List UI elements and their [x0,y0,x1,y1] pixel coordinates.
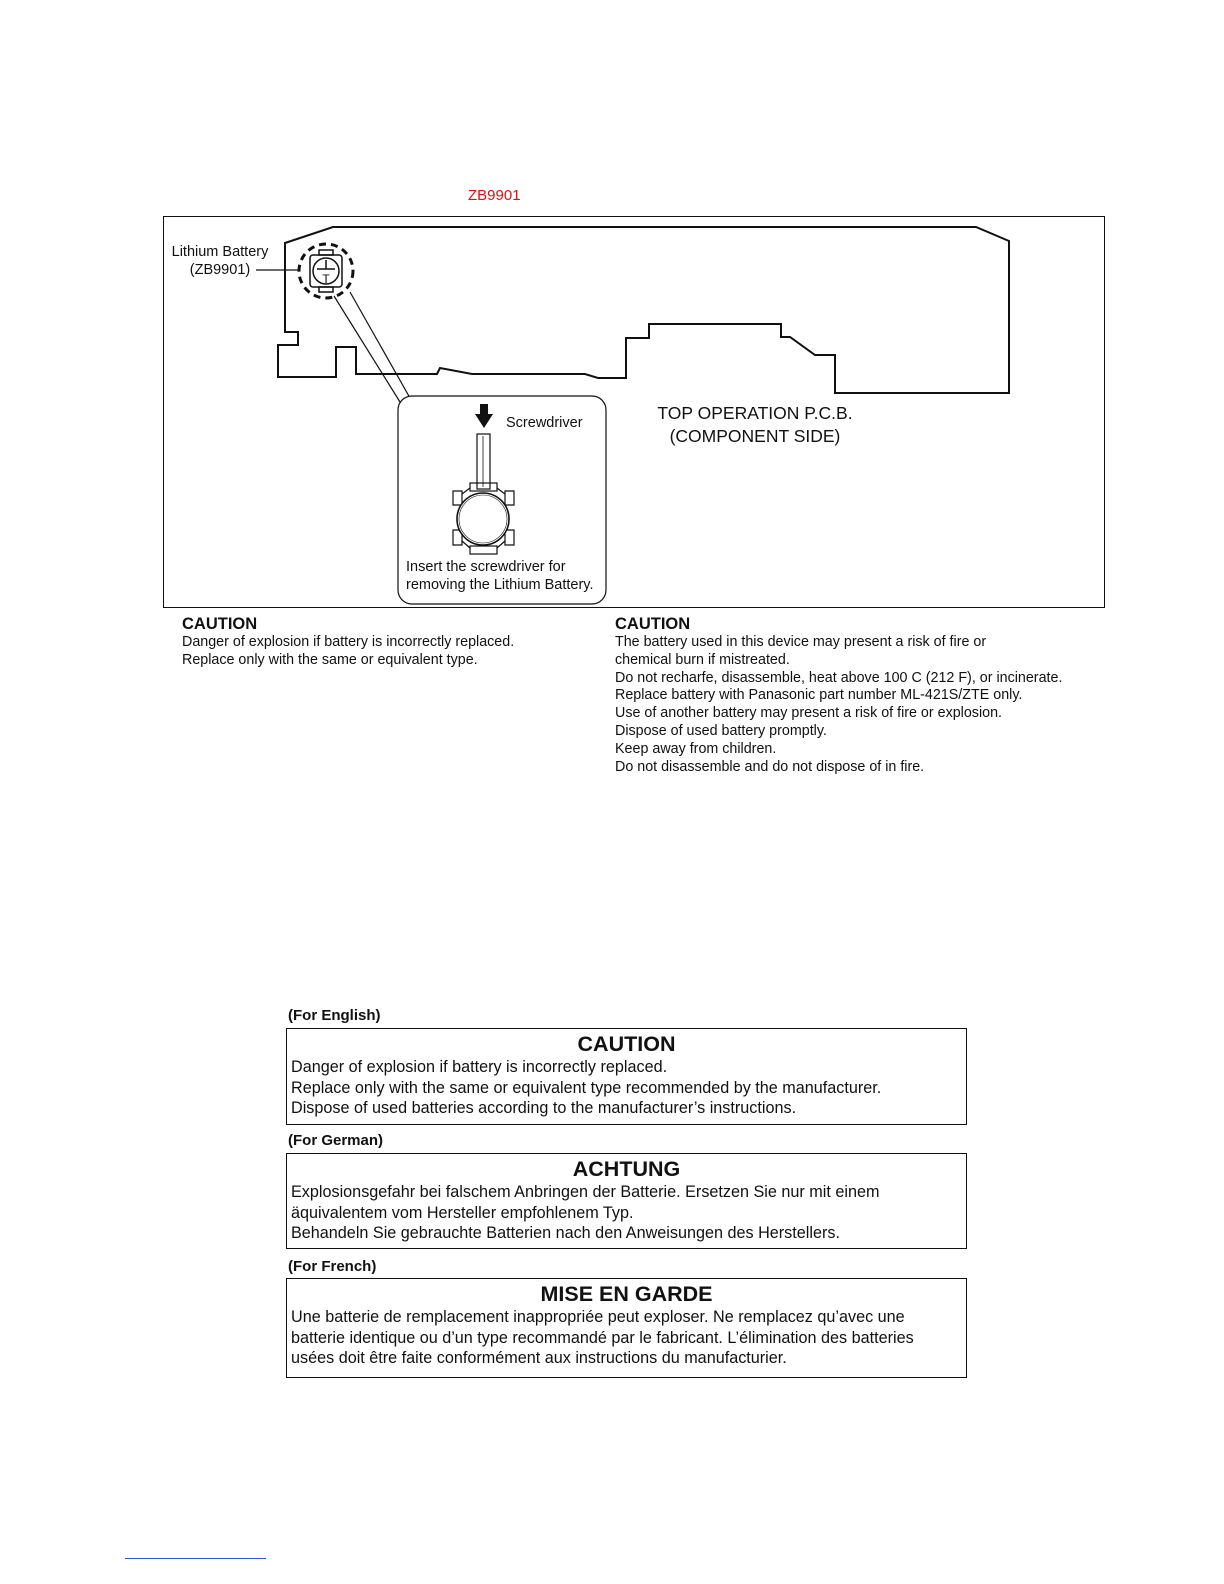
english-caution-title: CAUTION [577,1032,676,1056]
footer-rule [125,1558,266,1559]
english-caution-box [286,1028,967,1125]
french-mise-en-garde-title: MISE EN GARDE [540,1282,713,1306]
caution-right-line: The battery used in this device may present a risk of fire or [615,634,987,650]
pcb-diagram [0,0,1224,620]
battery-holder-detail [453,483,514,554]
screwdriver-arrow-icon [480,404,488,415]
french-mise-en-garde-line: usées doit être faite conformément aux instructions du manufacturier. [291,1349,787,1368]
pcb-label: TOP OPERATION P.C.B. (COMPONENT SIDE) [657,403,853,446]
pcb-outline [278,227,1009,393]
screwdriver-label: Screwdriver [506,415,583,431]
caution-right-line: Keep away from children. [615,740,777,757]
caution-right-line: Do not disassemble and do not dispose of in fire. [615,758,925,775]
french-mise-en-garde-line: batterie identique ou d’un type recommandé par le fabricant. L’élimination des batteries [291,1328,914,1347]
french-tag: (For French) [288,1258,377,1275]
caution-right-line: Do not recharfe, disassemble, heat above 100 C (212 F), or incinerate. [615,669,1063,686]
caution-right-heading: CAUTION [615,615,691,633]
german-achtung-line: Explosionsgefahr bei falschem Anbringen der Batterie. Ersetzen Sie nur mit einem [291,1183,880,1201]
battery-symbol-glyph: T [322,272,330,286]
french-mise-en-garde-line: Une batterie de remplacement inappropriée peut exploser. Ne remplacez qu’avec une [291,1308,905,1326]
caution-right-line: Replace battery with Panasonic part number ML-421S/ZTE only. [615,687,1023,704]
caution-left-line: Danger of explosion if battery is incorrectly replaced. [182,634,515,650]
coin-cell [457,493,509,545]
english-caution-line: Danger of explosion if battery is incorrectly replaced. [291,1058,668,1076]
caution-left-line: Replace only with the same or equivalent type. [182,651,478,668]
caution-right-line: Dispose of used battery promptly. [615,722,827,739]
caution-left-heading: CAUTION [182,615,258,633]
german-tag: (For German) [288,1132,384,1149]
german-achtung-line: Behandeln Sie gebrauchte Batterien nach den Anweisungen des Herstellers. [291,1224,840,1243]
callout-line-left [334,296,400,402]
german-achtung-line: äquivalentem vom Hersteller empfohlenem Typ. [291,1203,634,1222]
english-caution-line: Replace only with the same or equivalent type recommended by the manufacturer. [291,1078,882,1097]
component-reference: ZB9901 [468,187,521,204]
insert-screwdriver-note: Insert the screwdriver for removing the Lithium Battery. [406,559,594,593]
callout-line-right [350,292,410,398]
french-mise-en-garde-box [286,1278,967,1378]
german-achtung-box [286,1153,967,1249]
battery-highlight-circle [299,244,353,298]
caution-right-line: Use of another battery may present a risk of fire or explosion. [615,705,1002,722]
german-achtung-title: ACHTUNG [572,1157,681,1181]
caution-right-line: chemical burn if mistreated. [615,651,790,668]
english-caution-line: Dispose of used batteries according to the manufacturer’s instructions. [291,1099,797,1118]
lithium-battery-label: Lithium Battery (ZB9901) [171,244,269,278]
english-tag: (For English) [288,1007,381,1024]
caution-left [182,615,514,670]
caution-right [615,615,1062,776]
